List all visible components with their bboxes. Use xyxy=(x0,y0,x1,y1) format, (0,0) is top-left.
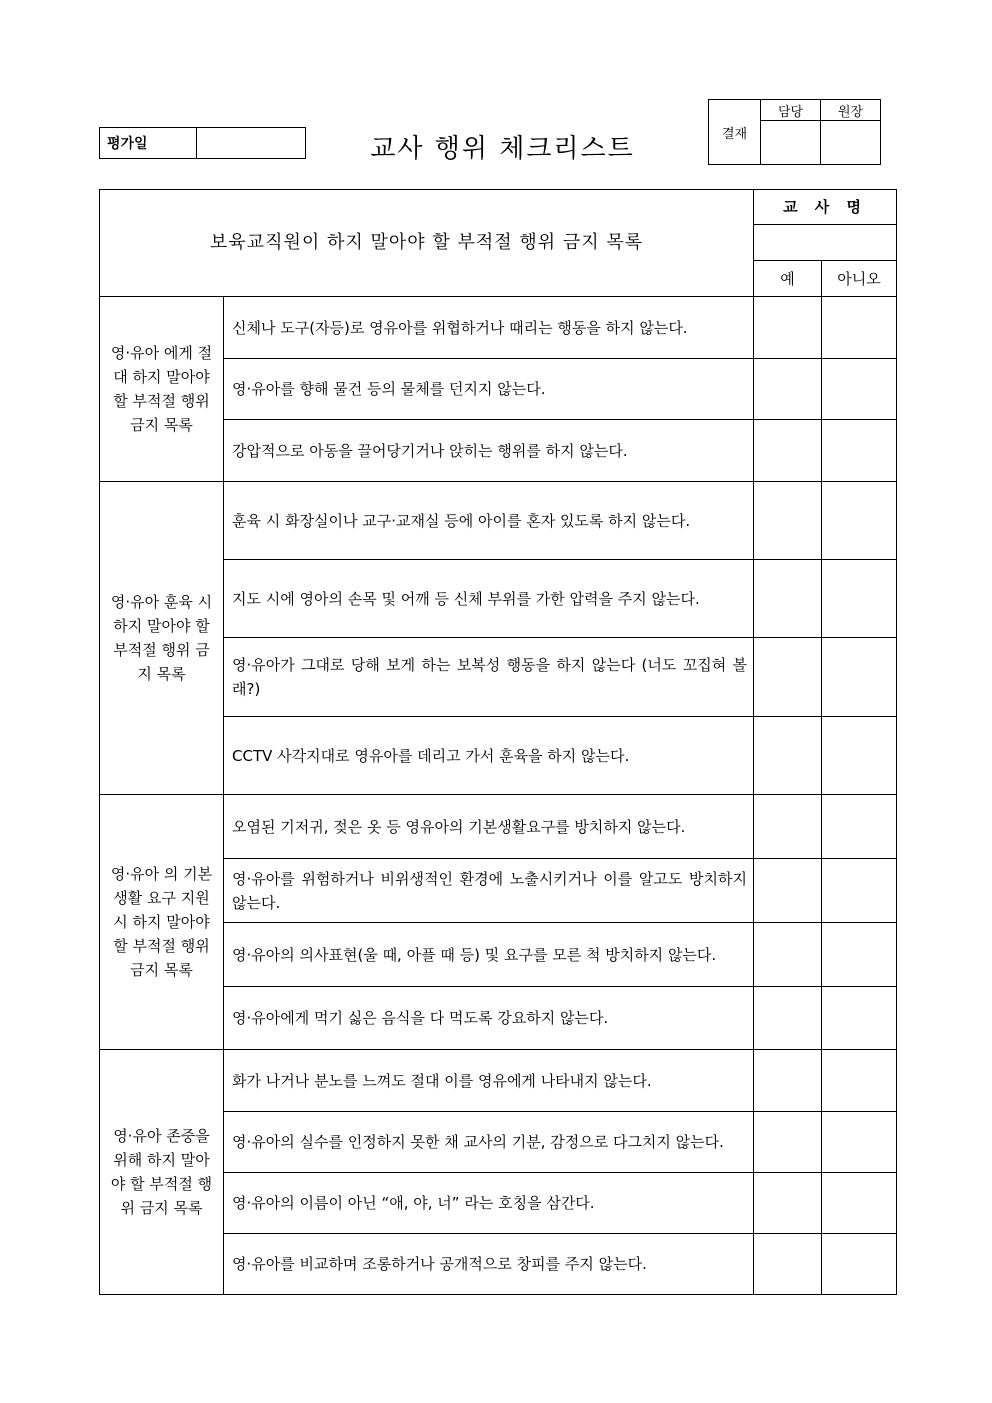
approval-signature-manager[interactable] xyxy=(761,121,821,165)
no-checkbox[interactable] xyxy=(822,1173,897,1234)
yes-checkbox[interactable] xyxy=(754,795,822,859)
no-checkbox[interactable] xyxy=(822,1112,897,1173)
yes-checkbox[interactable] xyxy=(754,1112,822,1173)
no-checkbox[interactable] xyxy=(822,297,897,359)
no-column-header: 아니오 xyxy=(822,261,897,297)
yes-checkbox[interactable] xyxy=(754,482,822,560)
checklist-item: 훈육 시 화장실이나 교구·교재실 등에 아이를 혼자 있도록 하지 않는다. xyxy=(224,482,754,560)
checklist-item: 영·유아에게 먹기 싫은 음식을 다 먹도록 강요하지 않는다. xyxy=(224,987,754,1050)
no-checkbox[interactable] xyxy=(822,859,897,923)
yes-checkbox[interactable] xyxy=(754,560,822,638)
approval-label: 결재 xyxy=(709,100,761,165)
category-cell: 영·유아 존중을 위해 하지 말아야 할 부적절 행위 금지 목록 xyxy=(100,1050,224,1295)
checklist-item: 영·유아를 향해 물건 등의 물체를 던지지 않는다. xyxy=(224,359,754,420)
yes-checkbox[interactable] xyxy=(754,987,822,1050)
yes-checkbox[interactable] xyxy=(754,1234,822,1295)
no-checkbox[interactable] xyxy=(822,795,897,859)
approval-signature-director[interactable] xyxy=(821,121,881,165)
no-checkbox[interactable] xyxy=(822,1050,897,1112)
checklist-item: 영·유아가 그대로 당해 보게 하는 보복성 행동을 하지 않는다 (너도 꼬집혀 볼래?) xyxy=(224,638,754,717)
checklist-item: 강압적으로 아동을 끌어당기거나 앉히는 행위를 하지 않는다. xyxy=(224,420,754,482)
category-cell: 영·유아 훈육 시 하지 말아야 할 부적절 행위 금지 목록 xyxy=(100,482,224,795)
approval-box xyxy=(708,99,881,165)
teacher-name-label: 교 사 명 xyxy=(754,190,897,225)
no-checkbox[interactable] xyxy=(822,987,897,1050)
approval-column-director: 원장 xyxy=(821,100,881,121)
checklist-item: 영·유아의 의사표현(울 때, 아플 때 등) 및 요구를 모른 척 방치하지 않는다. xyxy=(224,923,754,987)
evaluation-date-field[interactable] xyxy=(197,128,306,159)
checklist-heading: 보육교직원이 하지 말아야 할 부적절 행위 금지 목록 xyxy=(100,190,754,297)
yes-checkbox[interactable] xyxy=(754,923,822,987)
yes-checkbox[interactable] xyxy=(754,638,822,717)
approval-column-manager: 담당 xyxy=(761,100,821,121)
yes-checkbox[interactable] xyxy=(754,359,822,420)
category-cell: 영·유아 의 기본생활 요구 지원 시 하지 말아야 할 부적절 행위 금지 목록 xyxy=(100,795,224,1050)
no-checkbox[interactable] xyxy=(822,420,897,482)
category-cell: 영·유아 에게 절대 하지 말아야 할 부적절 행위 금지 목록 xyxy=(100,297,224,482)
checklist-item: 영·유아의 이름이 아닌 “애, 야, 너” 라는 호칭을 삼간다. xyxy=(224,1173,754,1234)
no-checkbox[interactable] xyxy=(822,359,897,420)
no-checkbox[interactable] xyxy=(822,1234,897,1295)
yes-checkbox[interactable] xyxy=(754,717,822,795)
no-checkbox[interactable] xyxy=(822,482,897,560)
checklist-item: 영·유아를 비교하며 조롱하거나 공개적으로 창피를 주지 않는다. xyxy=(224,1234,754,1295)
checklist-item: 지도 시에 영아의 손목 및 어깨 등 신체 부위를 가한 압력을 주지 않는다. xyxy=(224,560,754,638)
yes-checkbox[interactable] xyxy=(754,859,822,923)
evaluation-date-label: 평가일 xyxy=(100,128,197,159)
checklist-item: 영·유아를 위험하거나 비위생적인 환경에 노출시키거나 이를 알고도 방치하지 않는다. xyxy=(224,859,754,923)
checklist-item: 신체나 도구(자등)로 영유아를 위협하거나 때리는 행동을 하지 않는다. xyxy=(224,297,754,359)
checklist-item: 오염된 기저귀, 젖은 옷 등 영유아의 기본생활요구를 방치하지 않는다. xyxy=(224,795,754,859)
yes-checkbox[interactable] xyxy=(754,297,822,359)
yes-checkbox[interactable] xyxy=(754,1173,822,1234)
checklist-item: 영·유아의 실수를 인정하지 못한 채 교사의 기분, 감정으로 다그치지 않는다. xyxy=(224,1112,754,1173)
checklist-item: 화가 나거나 분노를 느껴도 절대 이를 영유에게 나타내지 않는다. xyxy=(224,1050,754,1112)
yes-checkbox[interactable] xyxy=(754,1050,822,1112)
document-title: 교사 행위 체크리스트 xyxy=(370,134,635,164)
checklist-item: CCTV 사각지대로 영유아를 데리고 가서 훈육을 하지 않는다. xyxy=(224,717,754,795)
no-checkbox[interactable] xyxy=(822,560,897,638)
checklist-table xyxy=(99,189,897,1295)
no-checkbox[interactable] xyxy=(822,717,897,795)
no-checkbox[interactable] xyxy=(822,638,897,717)
yes-column-header: 예 xyxy=(754,261,822,297)
yes-checkbox[interactable] xyxy=(754,420,822,482)
evaluation-date-box xyxy=(99,127,306,159)
no-checkbox[interactable] xyxy=(822,923,897,987)
teacher-name-field[interactable] xyxy=(754,225,897,261)
